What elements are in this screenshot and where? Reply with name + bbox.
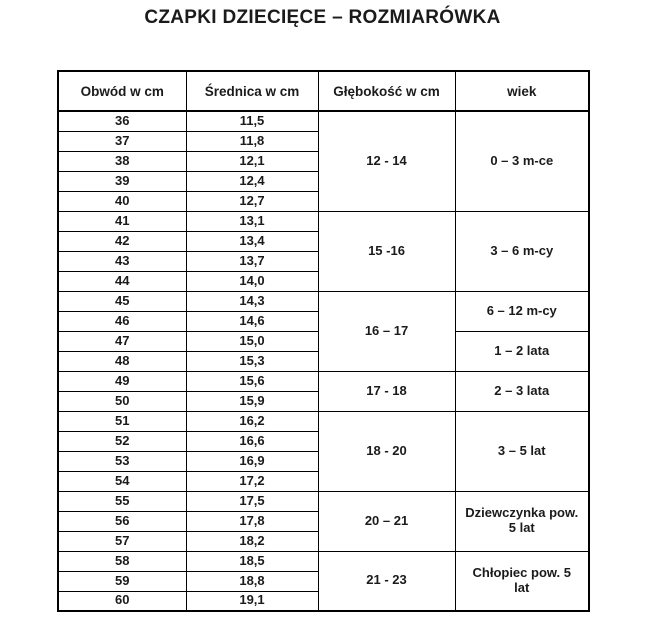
circumference-cell: 48 xyxy=(58,351,186,371)
header-row xyxy=(58,71,589,111)
diameter-cell: 18,5 xyxy=(186,551,318,571)
depth-cell: 17 - 18 xyxy=(318,371,455,411)
diameter-cell: 11,8 xyxy=(186,131,318,151)
table-row xyxy=(58,371,589,391)
age-cell: 3 – 5 lat xyxy=(455,411,589,491)
table-row xyxy=(58,211,589,231)
diameter-cell: 17,2 xyxy=(186,471,318,491)
circumference-cell: 39 xyxy=(58,171,186,191)
circumference-cell: 57 xyxy=(58,531,186,551)
diameter-cell: 13,1 xyxy=(186,211,318,231)
age-cell: 6 – 12 m-cy xyxy=(455,291,589,331)
circumference-cell: 54 xyxy=(58,471,186,491)
depth-cell: 15 -16 xyxy=(318,211,455,291)
circumference-cell: 58 xyxy=(58,551,186,571)
age-cell: 3 – 6 m-cy xyxy=(455,211,589,291)
depth-cell: 20 – 21 xyxy=(318,491,455,551)
diameter-cell: 15,3 xyxy=(186,351,318,371)
circumference-cell: 36 xyxy=(58,111,186,131)
circumference-cell: 51 xyxy=(58,411,186,431)
diameter-cell: 12,4 xyxy=(186,171,318,191)
circumference-cell: 49 xyxy=(58,371,186,391)
circumference-cell: 46 xyxy=(58,311,186,331)
circumference-cell: 40 xyxy=(58,191,186,211)
circumference-cell: 52 xyxy=(58,431,186,451)
circumference-cell: 43 xyxy=(58,251,186,271)
header-age: wiek xyxy=(455,71,589,111)
diameter-cell: 17,5 xyxy=(186,491,318,511)
diameter-cell: 19,1 xyxy=(186,591,318,611)
circumference-cell: 37 xyxy=(58,131,186,151)
circumference-cell: 45 xyxy=(58,291,186,311)
size-table-body xyxy=(58,111,589,611)
circumference-cell: 60 xyxy=(58,591,186,611)
diameter-cell: 18,8 xyxy=(186,571,318,591)
diameter-cell: 16,2 xyxy=(186,411,318,431)
circumference-cell: 41 xyxy=(58,211,186,231)
diameter-cell: 14,6 xyxy=(186,311,318,331)
table-row xyxy=(58,291,589,311)
header-depth: Głębokość w cm xyxy=(318,71,455,111)
diameter-cell: 15,0 xyxy=(186,331,318,351)
circumference-cell: 47 xyxy=(58,331,186,351)
table-row xyxy=(58,491,589,511)
depth-cell: 16 – 17 xyxy=(318,291,455,371)
circumference-cell: 44 xyxy=(58,271,186,291)
diameter-cell: 12,1 xyxy=(186,151,318,171)
circumference-cell: 59 xyxy=(58,571,186,591)
circumference-cell: 38 xyxy=(58,151,186,171)
diameter-cell: 11,5 xyxy=(186,111,318,131)
diameter-cell: 15,6 xyxy=(186,371,318,391)
header-diameter: Średnica w cm xyxy=(186,71,318,111)
header-circumference: Obwód w cm xyxy=(58,71,186,111)
circumference-cell: 53 xyxy=(58,451,186,471)
diameter-cell: 14,0 xyxy=(186,271,318,291)
age-cell: 0 – 3 m-ce xyxy=(455,111,589,211)
diameter-cell: 15,9 xyxy=(186,391,318,411)
age-cell: Chłopiec pow. 5 lat xyxy=(455,551,589,611)
diameter-cell: 13,7 xyxy=(186,251,318,271)
diameter-cell: 18,2 xyxy=(186,531,318,551)
diameter-cell: 13,4 xyxy=(186,231,318,251)
size-chart-table xyxy=(57,70,590,612)
age-cell: 1 – 2 lata xyxy=(455,331,589,371)
circumference-cell: 50 xyxy=(58,391,186,411)
depth-cell: 21 - 23 xyxy=(318,551,455,611)
diameter-cell: 16,6 xyxy=(186,431,318,451)
page-title: CZAPKI DZIECIĘCE – ROZMIARÓWKA xyxy=(144,7,501,28)
table-row xyxy=(58,551,589,571)
diameter-cell: 17,8 xyxy=(186,511,318,531)
table-row xyxy=(58,111,589,131)
table-row xyxy=(58,411,589,431)
circumference-cell: 55 xyxy=(58,491,186,511)
depth-cell: 12 - 14 xyxy=(318,111,455,211)
diameter-cell: 14,3 xyxy=(186,291,318,311)
table-header xyxy=(58,71,589,111)
depth-cell: 18 - 20 xyxy=(318,411,455,491)
circumference-cell: 56 xyxy=(58,511,186,531)
age-cell: 2 – 3 lata xyxy=(455,371,589,411)
circumference-cell: 42 xyxy=(58,231,186,251)
age-cell: Dziewczynka pow. 5 lat xyxy=(455,491,589,551)
diameter-cell: 12,7 xyxy=(186,191,318,211)
diameter-cell: 16,9 xyxy=(186,451,318,471)
